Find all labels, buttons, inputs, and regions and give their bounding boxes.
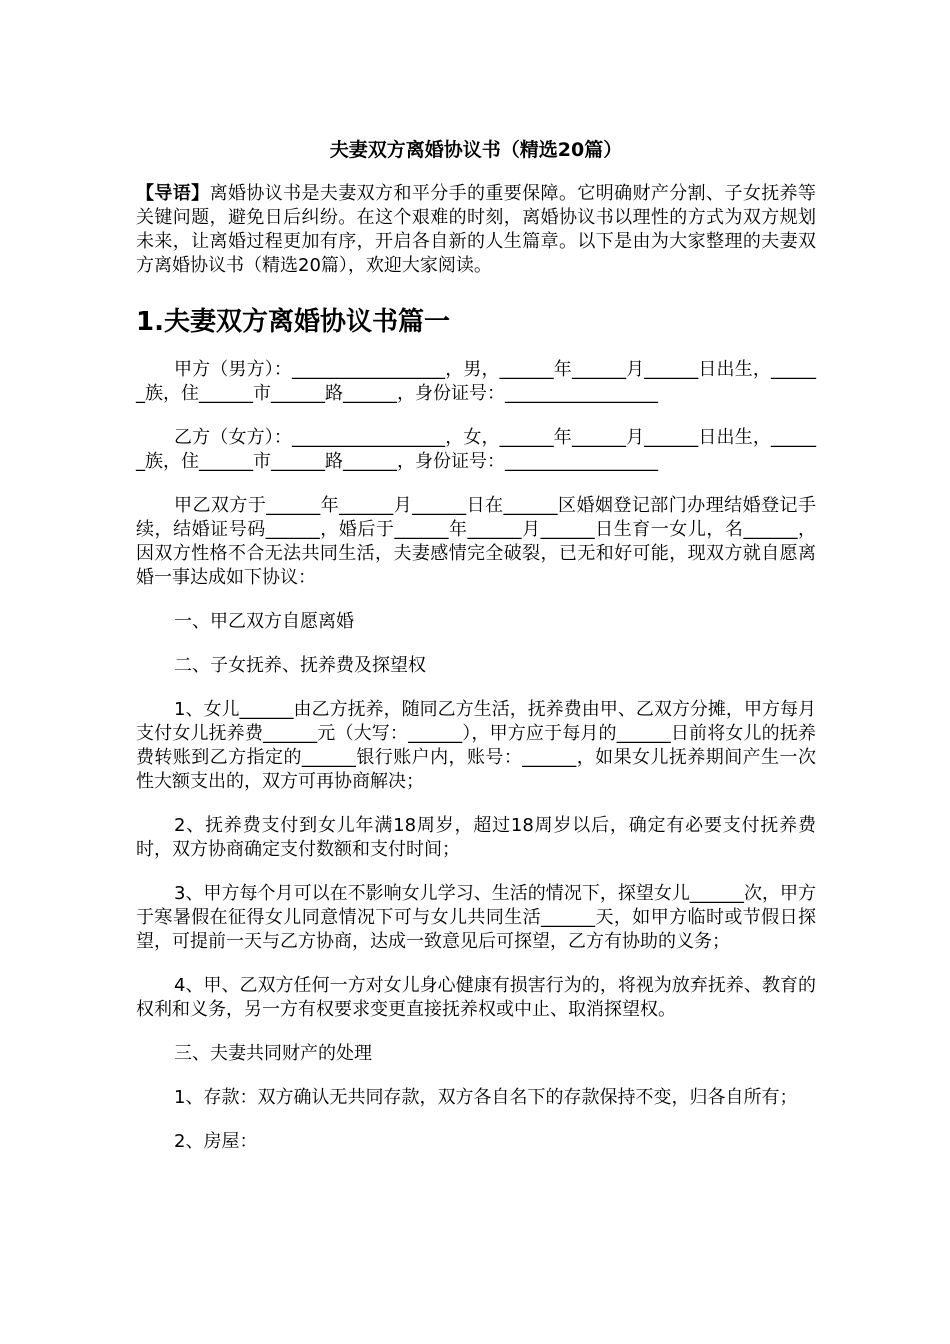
clause-heading-2: 二、子女抚养、抚养费及探望权 [174,655,426,676]
section-heading: 1.夫妻双方离婚协议书篇一 [136,307,450,337]
clause-3-item-1: 1、存款：双方确认无共同存款，双方各自名下的存款保持不变，归各自所有； [174,1087,798,1108]
clause-heading-1: 一、甲乙双方自愿离婚 [174,611,354,632]
intro-text: 离婚协议书是夫妻双方和平分手的重要保障。它明确财产分割、子女抚养等关键问题，避免日后纠纷。在这个艰难的时刻，离婚协议书以理性的方式为双方规划未来，让离婚过程更加有序，开启各自新的人生篇章。以下是由为大家整理的夫妻双方离婚协议书（精选20篇），欢迎大家阅读。 [136,183,817,276]
document-title: 夫妻双方离婚协议书（精选20篇） [329,139,623,161]
party-b-paragraph: 乙方（女方）：_________________，女，______年______月______日出生，______族，住______市______路______，身份证号：_________________ [136,427,816,472]
marriage-info-paragraph: 甲乙双方于______年______月______日在______区婚姻登记部门办理结婚登记手续，结婚证号码______，婚后于______年______月______日生育一女儿，名______，因双方性格不合无法共同生活，夫妻感情完全破裂，已无和好可能，现双方就自愿离婚一事达成如下协议： [136,495,816,588]
document-page [136,128,816,1174]
intro-paragraph [136,182,816,278]
clause-3-item-2: 2、房屋： [174,1131,258,1152]
clause-2-item-2: 2、抚养费支付到女儿年满18周岁，超过18周岁以后，确定有必要支付抚养费时，双方协商确定支付数额和支付时间； [136,815,816,860]
clause-2-item-4: 4、甲、乙双方任何一方对女儿身心健康有损害行为的，将视为放弃抚养、教育的权利和义务，另一方有权要求变更直接抚养权或中止、取消探望权。 [136,975,816,1020]
clause-heading-3: 三、夫妻共同财产的处理 [174,1043,372,1064]
clause-2-item-3: 3、甲方每个月可以在不影响女儿学习、生活的情况下，探望女儿______次，甲方于寒暑假在征得女儿同意情况下可与女儿共同生活______天，如甲方临时或节假日探望，可提前一天与乙方协商，达成一致意见后可探望，乙方有协助的义务； [136,883,816,952]
clause-2-item-1: 1、女儿______由乙方抚养，随同乙方生活，抚养费由甲、乙双方分摊，甲方每月支付女儿抚养费______元（大写：______），甲方应于每月的______日前将女儿的抚养费转账到乙方指定的______银行账户内，账号：______，如果女儿抚养期间产生一次性大额支出的，双方可再协商解决； [136,699,816,792]
party-a-paragraph: 甲方（男方）：_________________，男，______年______月______日出生，______族，住______市______路______，身份证号：_________________ [136,359,816,404]
intro-lead: 【导语】 [136,183,210,204]
